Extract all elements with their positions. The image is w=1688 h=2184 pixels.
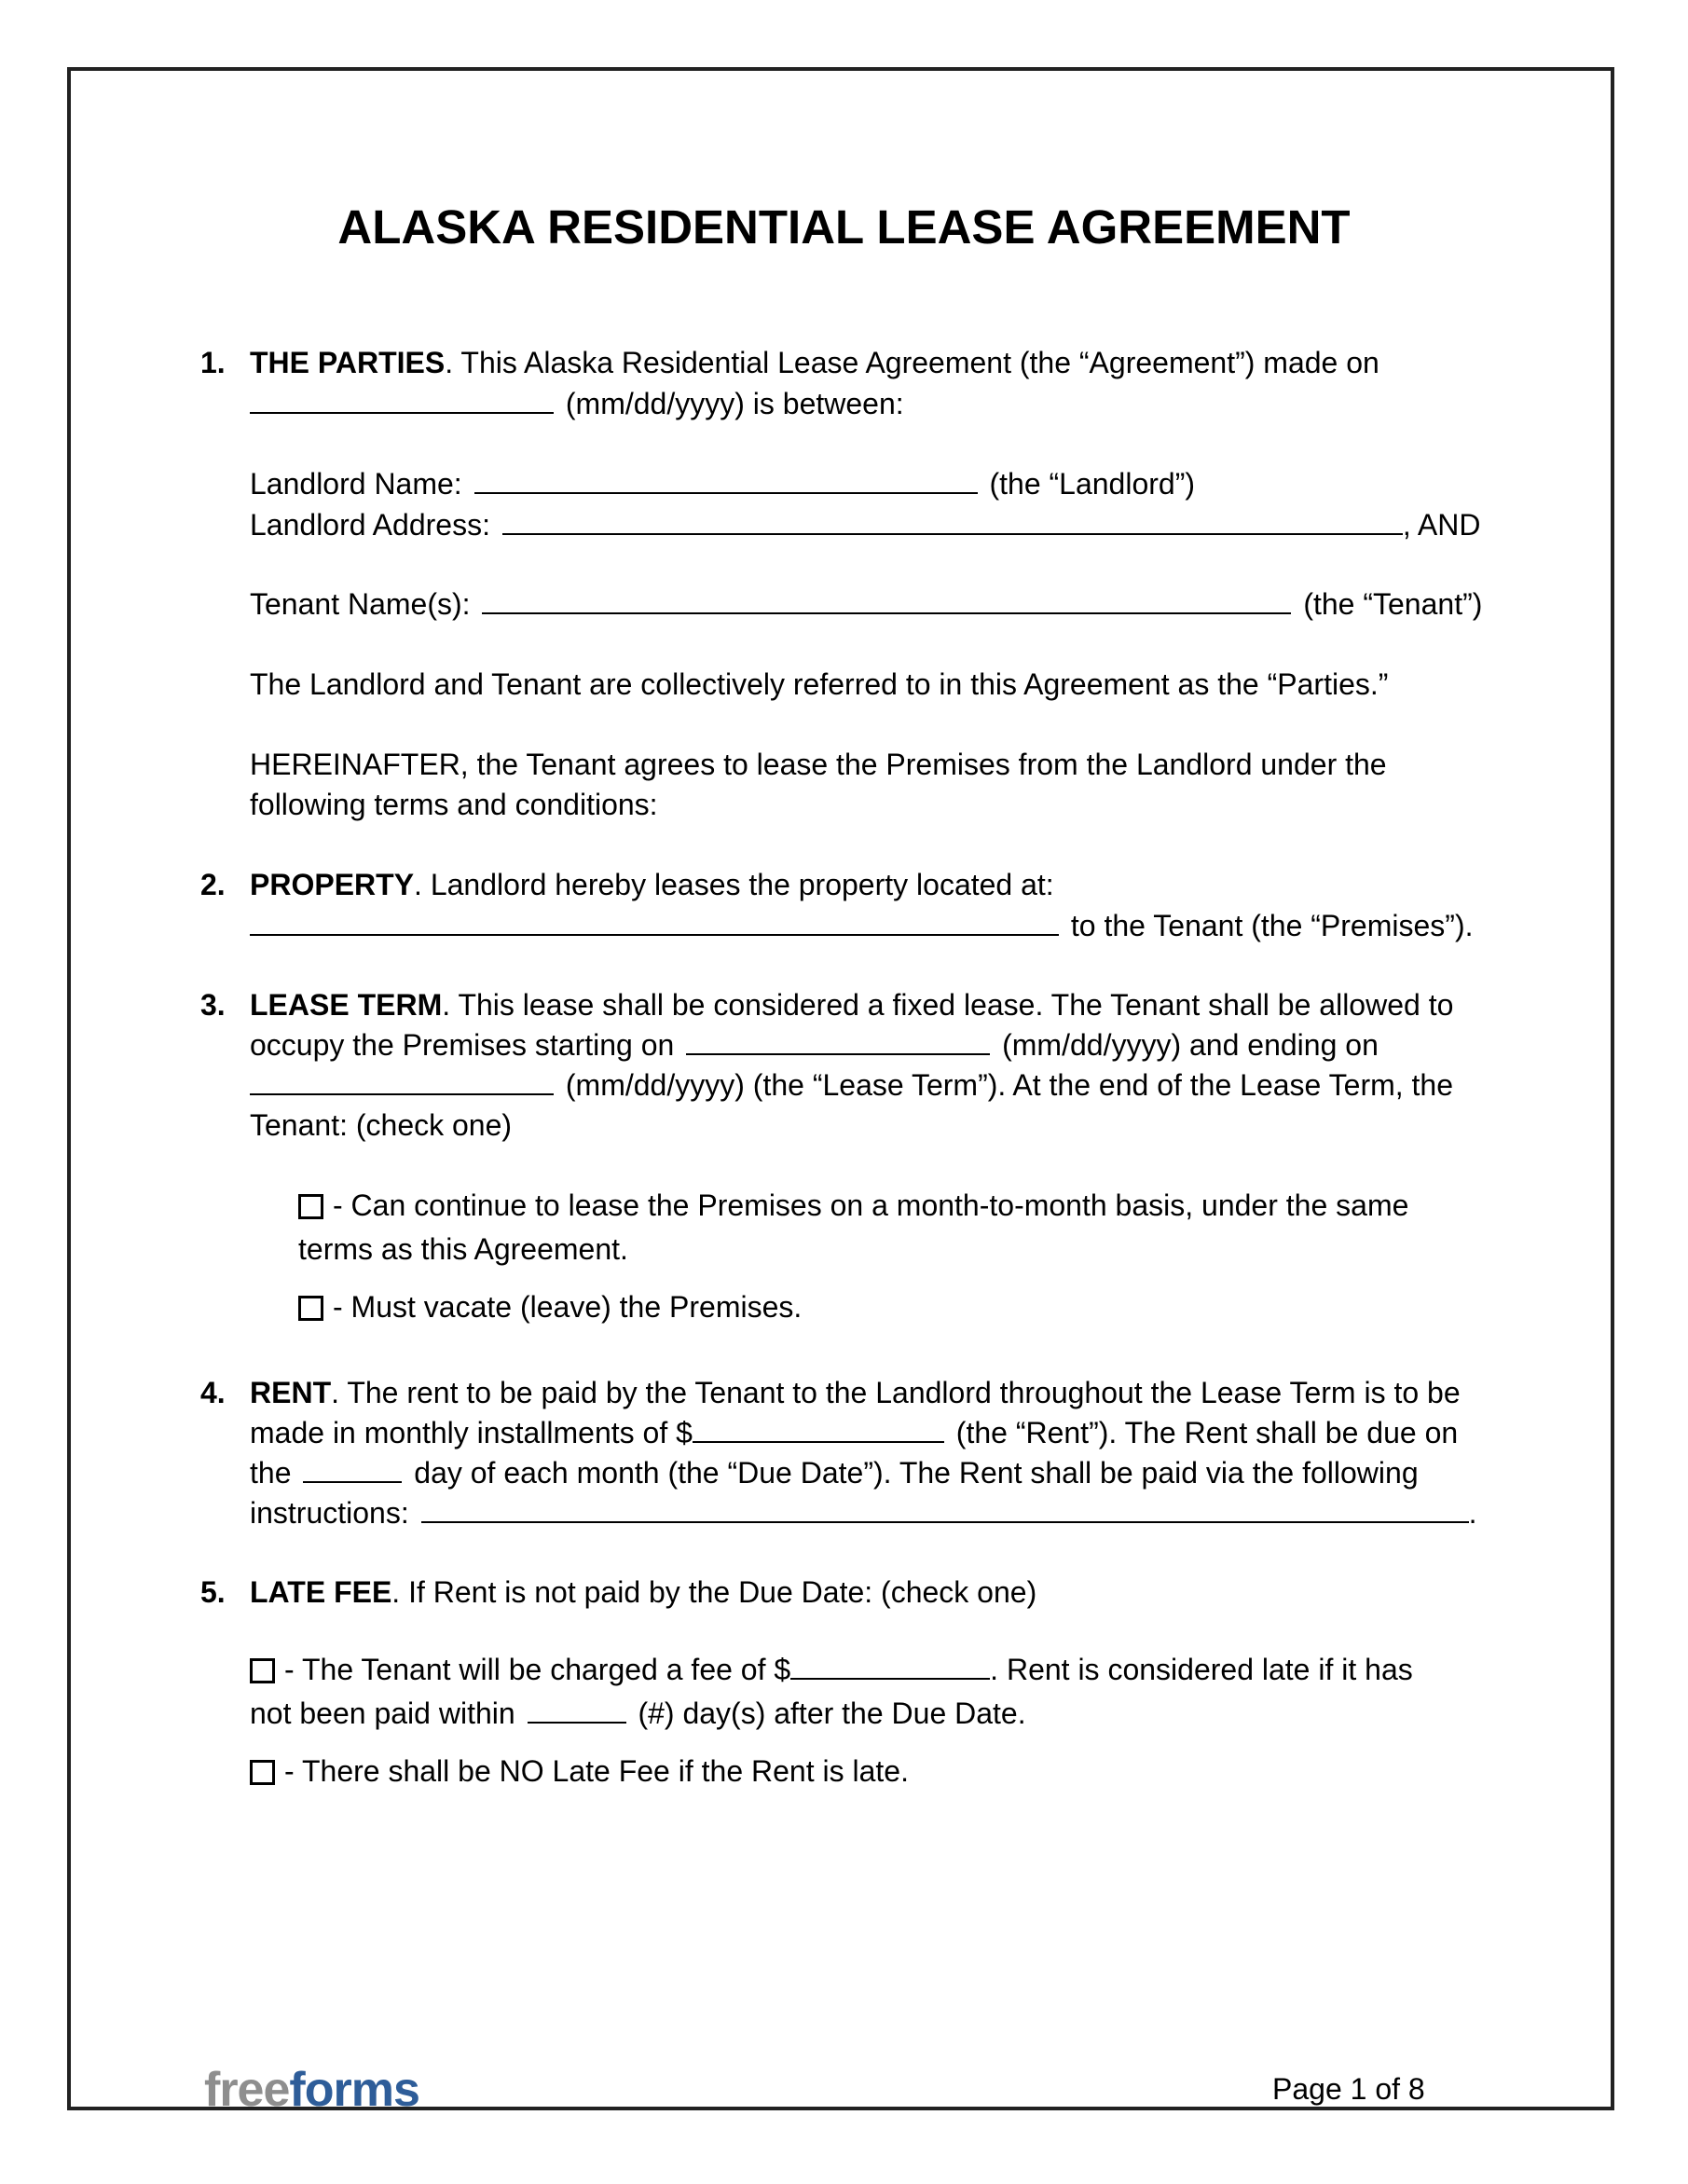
- rent-amount-field[interactable]: [693, 1415, 944, 1443]
- lease-term-text: (mm/dd/yyyy) (the “Lease Term”). At the end of the Lease Term, the: [565, 1068, 1454, 1102]
- section-3-heading: LEASE TERM: [250, 988, 443, 1022]
- tenant-name-label: Tenant Name(s):: [250, 587, 471, 621]
- lease-option-1-cont: terms as this Agreement.: [298, 1232, 628, 1266]
- late-fee-option-1: [250, 1651, 1413, 1688]
- rent-due-text: (the “Rent”). The Rent shall be due on: [955, 1416, 1459, 1449]
- vacate-checkbox[interactable]: [298, 1296, 323, 1321]
- section-1-number: 1.: [200, 346, 226, 379]
- section-3-text: . This lease shall be considered a fixed lease. The Tenant shall be allowed to: [442, 988, 1454, 1022]
- lease-option-2-text: - Must vacate (leave) the Premises.: [333, 1290, 803, 1324]
- section-5-text: . If Rent is not paid by the Due Date: (check one): [391, 1575, 1037, 1609]
- rent-amount-label: made in monthly installments of $: [250, 1416, 693, 1449]
- due-day-text: day of each month (the “Due Date”). The Rent shall be paid via the following: [414, 1456, 1419, 1490]
- logo-forms: forms: [289, 2063, 419, 2117]
- payment-instructions-end: .: [1468, 1496, 1477, 1530]
- section-4-line-4: [250, 1494, 1477, 1532]
- property-address-field[interactable]: [250, 908, 1059, 936]
- late-fee-amount-field[interactable]: [790, 1652, 990, 1680]
- section-2-line-2: [250, 907, 1473, 944]
- late-fee-option-2: [250, 1752, 909, 1790]
- lease-end-label: (mm/dd/yyyy) and ending on: [1002, 1028, 1379, 1062]
- landlord-name-field[interactable]: [474, 466, 978, 494]
- lease-option-1: [298, 1187, 1408, 1224]
- landlord-address-suffix: , AND: [1402, 508, 1481, 542]
- section-3-number: 3.: [200, 988, 226, 1022]
- logo-free: free: [204, 2063, 290, 2117]
- section-4-line-1: [250, 1374, 1461, 1411]
- section-5-line-1: [250, 1573, 1036, 1611]
- section-4-text: . The rent to be paid by the Tenant to the Landlord throughout the Lease Term is to be: [331, 1376, 1461, 1409]
- section-4-line-2: [250, 1414, 1458, 1451]
- section-1-line-2: [250, 385, 904, 422]
- landlord-name-suffix: (the “Landlord”): [989, 467, 1196, 501]
- due-day-prefix: the: [250, 1456, 292, 1490]
- document-title: ALASKA RESIDENTIAL LEASE AGREEMENT: [337, 200, 1351, 254]
- lease-option-1-text: - Can continue to lease the Premises on a month-to-month basis, under the same: [333, 1188, 1409, 1222]
- section-4-heading: RENT: [250, 1376, 332, 1409]
- section-4-line-3: [250, 1454, 1419, 1491]
- grace-days-text: (#) day(s) after the Due Date.: [638, 1696, 1026, 1730]
- section-3-line-2: [250, 1026, 1379, 1064]
- tenant-name-suffix: (the “Tenant”): [1303, 587, 1483, 621]
- grace-days-label: not been paid within: [250, 1696, 515, 1730]
- section-1-line-1: [250, 344, 1379, 381]
- hereinafter-line-1: HEREINAFTER, the Tenant agrees to lease the Premises from the Landlord under the: [250, 748, 1387, 781]
- section-3-line-3: [250, 1066, 1453, 1104]
- late-fee-checkbox[interactable]: [250, 1658, 275, 1683]
- lease-start-date-field[interactable]: [686, 1027, 990, 1055]
- freeforms-logo: [204, 2062, 419, 2118]
- month-to-month-checkbox[interactable]: [298, 1194, 323, 1219]
- late-fee-option-1-suffix: . Rent is considered late if it has: [990, 1653, 1413, 1686]
- section-2-heading: PROPERTY: [250, 868, 415, 901]
- section-3-line-4: Tenant: (check one): [250, 1108, 513, 1142]
- section-2-text: . Landlord hereby leases the property located at:: [414, 868, 1054, 901]
- payment-instructions-label: instructions:: [250, 1496, 409, 1530]
- section-2-line-1: [250, 866, 1054, 903]
- agreement-date-field[interactable]: [250, 386, 554, 414]
- section-2-number: 2.: [200, 868, 226, 901]
- landlord-address-line: [250, 506, 1480, 543]
- section-2-suffix: to the Tenant (the “Premises”).: [1070, 909, 1474, 942]
- payment-instructions-field[interactable]: [421, 1495, 1469, 1523]
- parties-collective-text: The Landlord and Tenant are collectively referred to in this Agreement as the “Parties.”: [250, 667, 1389, 701]
- section-5-number: 5.: [200, 1575, 226, 1609]
- page-number: Page 1 of 8: [1272, 2072, 1425, 2106]
- section-3-line-1: [250, 986, 1453, 1023]
- late-fee-option-1-text: - The Tenant will be charged a fee of $: [284, 1653, 791, 1686]
- agreement-date-suffix: (mm/dd/yyyy) is between:: [565, 387, 904, 420]
- lease-option-2: [298, 1288, 802, 1326]
- tenant-name-line: [250, 585, 1482, 623]
- section-4-number: 4.: [200, 1376, 226, 1409]
- due-day-field[interactable]: [303, 1455, 402, 1483]
- section-1-heading: THE PARTIES: [250, 346, 446, 379]
- tenant-name-field[interactable]: [482, 586, 1291, 614]
- lease-end-date-field[interactable]: [250, 1067, 554, 1095]
- lease-start-label: occupy the Premises starting on: [250, 1028, 675, 1062]
- no-late-fee-checkbox[interactable]: [250, 1760, 275, 1785]
- hereinafter-line-2: following terms and conditions:: [250, 788, 658, 821]
- grace-days-field[interactable]: [528, 1696, 626, 1724]
- late-fee-option-2-text: - There shall be NO Late Fee if the Rent is late.: [284, 1754, 909, 1788]
- landlord-address-field[interactable]: [502, 507, 1403, 535]
- landlord-name-line: [250, 465, 1195, 502]
- late-fee-option-1-cont: [250, 1695, 1026, 1732]
- section-1-text: . This Alaska Residential Lease Agreement (the “Agreement”) made on: [445, 346, 1379, 379]
- landlord-name-label: Landlord Name:: [250, 467, 462, 501]
- section-5-heading: LATE FEE: [250, 1575, 392, 1609]
- landlord-address-label: Landlord Address:: [250, 508, 490, 542]
